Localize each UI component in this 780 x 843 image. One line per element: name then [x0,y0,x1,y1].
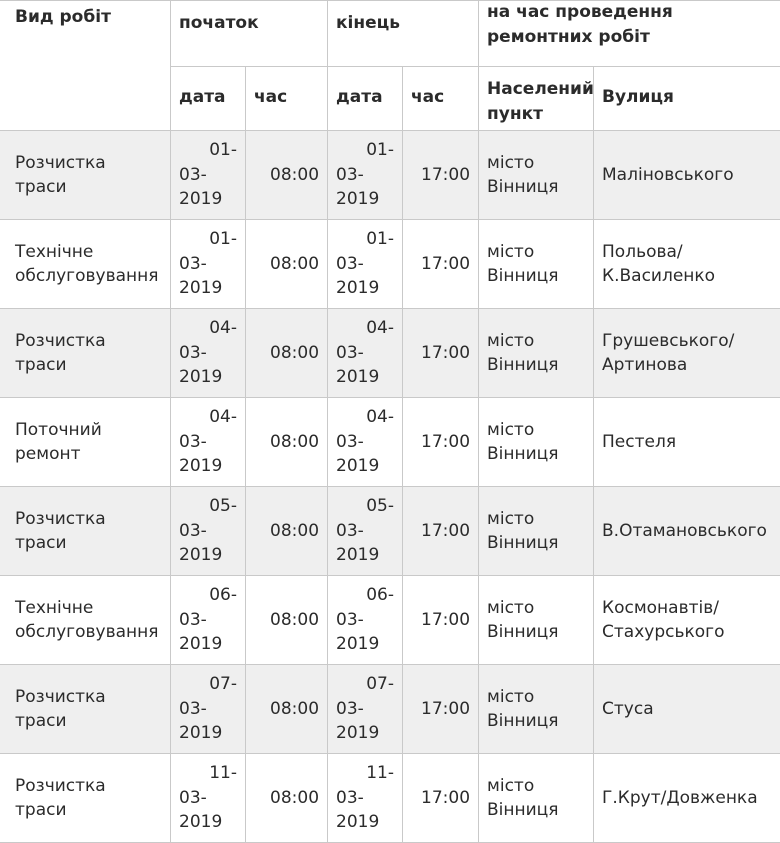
start-date-cell [171,576,246,665]
end-date-cell [328,220,403,309]
start-day: 11- [209,763,237,784]
end-year: 2019 [336,189,380,210]
start-month: 03- [179,609,207,630]
end-date-cell [328,576,403,665]
table-row [0,487,780,576]
end-month: 03- [336,520,364,541]
end-day: 07- [366,674,395,695]
start-day: 05- [209,496,237,517]
end-year: 2019 [336,634,380,655]
start-day: 06- [209,585,237,606]
settlement-cell: місто Вінниця [479,131,594,220]
end-month: 03- [336,253,364,274]
end-date-cell [328,487,403,576]
table-row [0,665,780,754]
work-type-cell: Поточний ремонт [0,398,171,487]
start-time-cell: 08:00 [246,220,328,309]
start-time-cell: 08:00 [246,398,328,487]
street-cell: Пестеля [594,398,780,487]
header-start-date: дата [171,67,246,131]
end-year: 2019 [336,812,380,833]
start-day: 01- [209,229,237,250]
work-type-cell: Розчистка траси [0,309,171,398]
start-month: 03- [179,431,207,452]
street-cell: Грушевського/ Артинова [594,309,780,398]
start-date-cell [171,220,246,309]
street-cell: Польова/ К.Василенко [594,220,780,309]
start-year: 2019 [179,189,223,210]
end-date-cell [328,309,403,398]
end-year: 2019 [336,723,380,744]
work-type-cell: Розчистка траси [0,754,171,843]
start-date-cell [171,487,246,576]
start-time-cell: 08:00 [246,754,328,843]
end-year: 2019 [336,456,380,477]
end-day: 01- [366,229,395,250]
header-deenergized [479,1,780,67]
settlement-cell: місто Вінниця [479,754,594,843]
start-date-cell [171,131,246,220]
table-body [0,131,780,843]
table-row [0,398,780,487]
header-start-time: час [246,67,328,131]
header-end: кінець [328,1,479,67]
header-end-date: дата [328,67,403,131]
table-row [0,309,780,398]
start-month: 03- [179,342,207,363]
start-day: 07- [209,674,237,695]
end-date-cell [328,131,403,220]
header-end-time: час [403,67,479,131]
start-month: 03- [179,164,207,185]
settlement-cell: місто Вінниця [479,665,594,754]
table-row [0,576,780,665]
end-day: 04- [366,407,395,428]
work-type-cell: Технічне обслуговування [0,220,171,309]
start-year: 2019 [179,456,223,477]
work-type-cell: Розчистка траси [0,487,171,576]
end-year: 2019 [336,367,380,388]
start-date-cell [171,398,246,487]
end-time-cell: 17:00 [403,309,479,398]
start-time-cell: 08:00 [246,309,328,398]
start-year: 2019 [179,367,223,388]
end-month: 03- [336,342,364,363]
header-row-top [0,1,780,67]
end-year: 2019 [336,278,380,299]
end-year: 2019 [336,545,380,566]
work-type-cell: Технічне обслуговування [0,576,171,665]
end-time-cell: 17:00 [403,754,479,843]
table-row [0,754,780,843]
settlement-cell: місто Вінниця [479,309,594,398]
end-month: 03- [336,609,364,630]
start-year: 2019 [179,812,223,833]
work-type-cell: Розчистка траси [0,665,171,754]
start-day: 04- [209,407,237,428]
start-month: 03- [179,520,207,541]
start-time-cell: 08:00 [246,576,328,665]
end-time-cell: 17:00 [403,220,479,309]
settlement-cell: місто Вінниця [479,220,594,309]
street-cell: Космонавтів/ Стахурського [594,576,780,665]
settlement-cell: місто Вінниця [479,487,594,576]
end-date-cell [328,398,403,487]
end-time-cell: 17:00 [403,398,479,487]
start-month: 03- [179,787,207,808]
start-time-cell: 08:00 [246,487,328,576]
header-deenergized-line2: на час проведення ремонтних робіт [487,2,673,47]
end-time-cell: 17:00 [403,487,479,576]
end-day: 01- [366,140,395,161]
end-month: 03- [336,698,364,719]
header-street: Вулиця [594,67,780,131]
end-time-cell: 17:00 [403,131,479,220]
street-cell: Стуса [594,665,780,754]
start-time-cell: 08:00 [246,131,328,220]
street-cell: Г.Крут/Довженка [594,754,780,843]
end-date-cell [328,754,403,843]
header-start: початок [171,1,328,67]
end-time-cell: 17:00 [403,665,479,754]
end-month: 03- [336,431,364,452]
header-work-type: Вид робіт [0,1,171,131]
start-day: 01- [209,140,237,161]
end-day: 04- [366,318,395,339]
start-month: 03- [179,698,207,719]
settlement-cell: місто Вінниця [479,398,594,487]
start-year: 2019 [179,634,223,655]
end-day: 05- [366,496,395,517]
end-time-cell: 17:00 [403,576,479,665]
end-day: 11- [366,763,395,784]
work-type-cell: Розчистка траси [0,131,171,220]
settlement-cell: місто Вінниця [479,576,594,665]
start-date-cell [171,665,246,754]
street-cell: Маліновського [594,131,780,220]
end-month: 03- [336,164,364,185]
table-row [0,131,780,220]
header-settlement: Населений пункт [479,67,594,131]
start-year: 2019 [179,545,223,566]
start-month: 03- [179,253,207,274]
end-day: 06- [366,585,395,606]
end-date-cell [328,665,403,754]
start-day: 04- [209,318,237,339]
end-month: 03- [336,787,364,808]
table-row [0,220,780,309]
start-date-cell [171,754,246,843]
start-time-cell: 08:00 [246,665,328,754]
start-year: 2019 [179,723,223,744]
start-date-cell [171,309,246,398]
street-cell: В.Отамановського [594,487,780,576]
start-year: 2019 [179,278,223,299]
